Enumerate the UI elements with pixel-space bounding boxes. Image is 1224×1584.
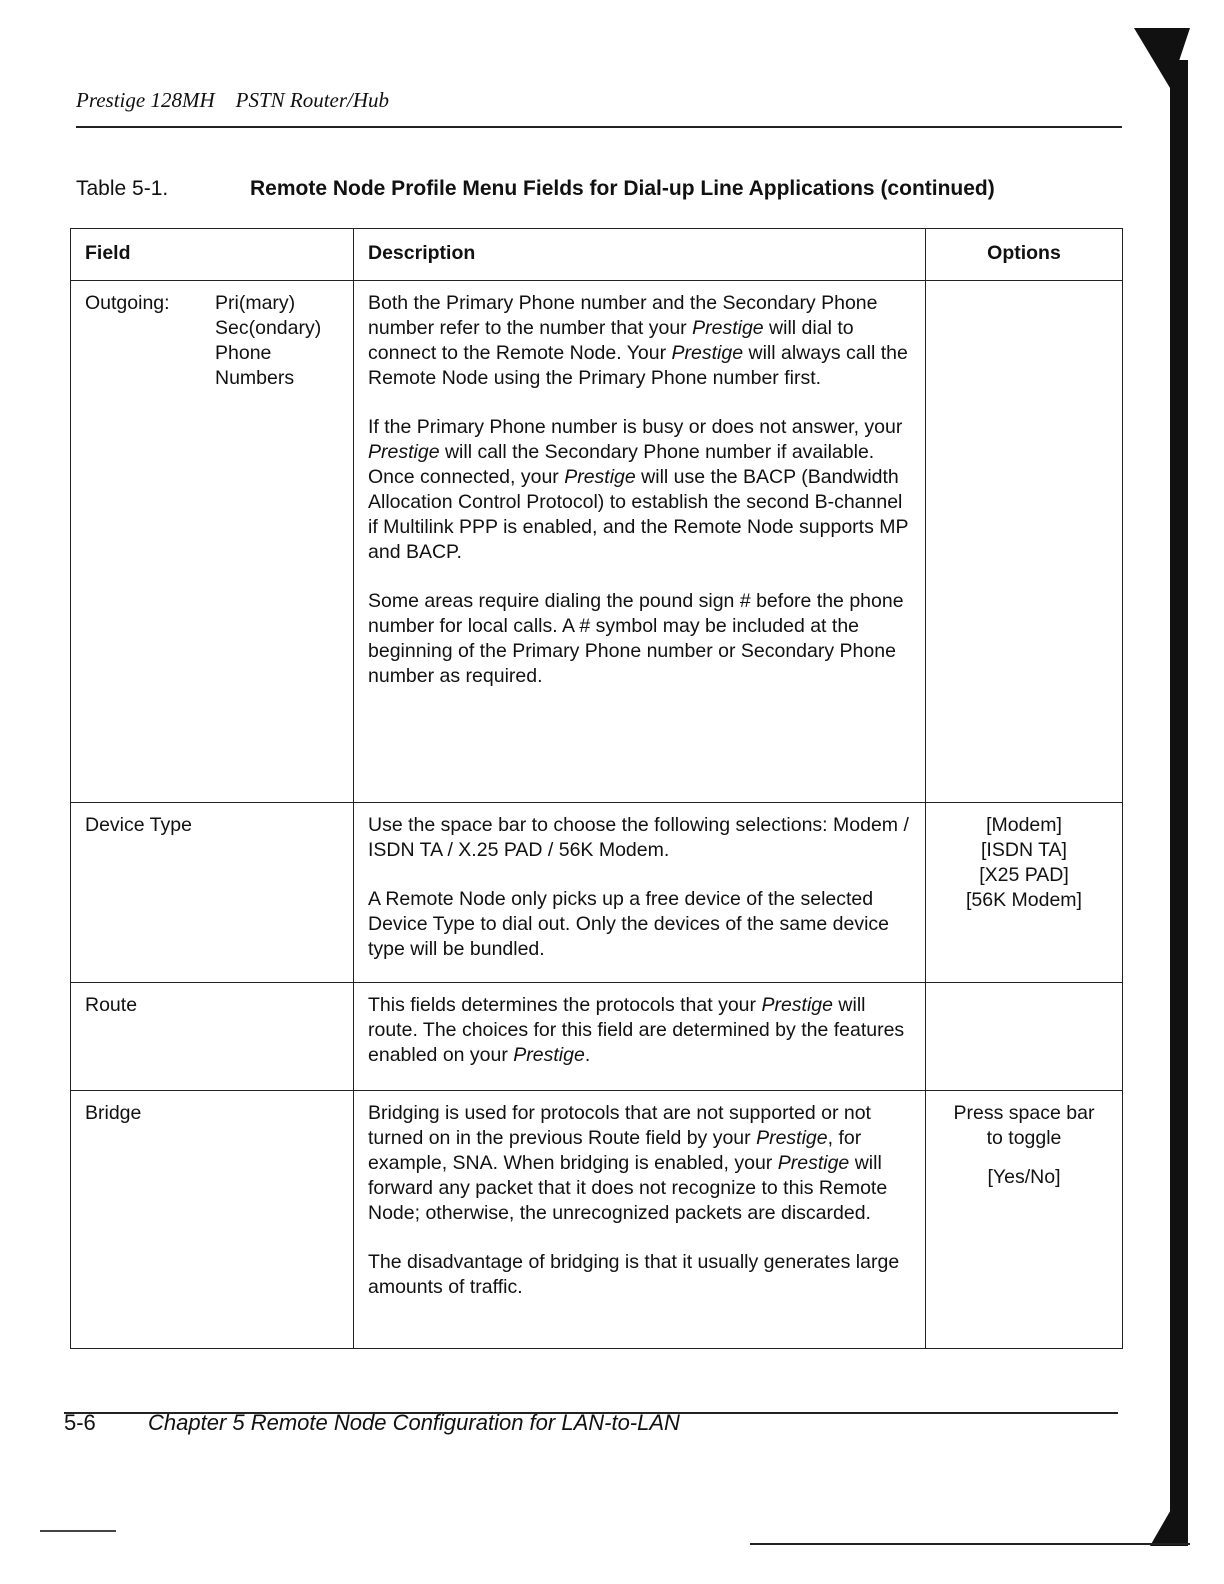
description-cell — [354, 281, 926, 803]
field-label: Device Type — [85, 814, 192, 836]
option-value: [ISDN TA] — [981, 839, 1067, 861]
table-row-device-type — [71, 803, 1123, 983]
field-label: Route — [85, 994, 138, 1016]
description-paragraph: Some areas require dialing the pound sign # before the phone number for local calls. A # symbol may be included at the beginning of the Primary Phone number or Secondary Phone number as required. — [368, 590, 904, 687]
scan-artifact-edge — [1170, 60, 1188, 1530]
table-header-row — [71, 229, 1123, 281]
table-row-bridge — [71, 1091, 1123, 1349]
option-value: [X25 PAD] — [979, 864, 1069, 886]
page-footer — [64, 1410, 680, 1436]
field-label: Outgoing: — [85, 292, 170, 314]
description-cell — [354, 983, 926, 1091]
table-row-outgoing — [71, 281, 1123, 803]
field-label: Bridge — [85, 1102, 142, 1124]
chapter-title: Chapter 5 Remote Node Configuration for LAN-to-LAN — [148, 1410, 680, 1435]
scan-artifact-line-left — [40, 1530, 116, 1532]
description-paragraph: Both the Primary Phone number and the Secondary Phone number refer to the number that your Prestige will dial to connect to the Remote Node. Your Prestige will always call the Remote Node using the Primary Phone number first. — [368, 292, 908, 389]
description-paragraph: A Remote Node only picks up a free device of the selected Device Type to dial out. Only the devices of the same device type will be bundled. — [368, 888, 890, 960]
field-cell — [71, 281, 354, 803]
description-paragraph: This fields determines the protocols that your Prestige will route. The choices for this field are determined by the features enabled on your Prestige. — [368, 994, 905, 1066]
field-cell — [71, 983, 354, 1091]
fields-table — [70, 228, 1123, 1349]
description-paragraph: Use the space bar to choose the following selections: Modem / ISDN TA / X.25 PAD / 56K Modem. — [368, 814, 909, 861]
option-value: to toggle — [986, 1127, 1062, 1149]
scan-artifact-bottom — [1150, 1480, 1188, 1546]
description-paragraph: If the Primary Phone number is busy or does not answer, your Prestige will call the Secondary Phone number if available. Once connected, your Prestige will use the BACP (Bandwidth Allocation Control Protocol) to establish the second B-channel if Multilink PPP is enabled, and the Remote Node supports MP and BACP. — [368, 416, 909, 563]
table-caption — [76, 177, 995, 201]
description-paragraph: The disadvantage of bridging is that it usually generates large amounts of traffic. — [368, 1251, 900, 1298]
description-cell — [354, 803, 926, 983]
description-cell — [354, 1091, 926, 1349]
options-cell — [926, 281, 1123, 803]
table-title: Remote Node Profile Menu Fields for Dial-up Line Applications (continued) — [250, 177, 995, 200]
option-value: [Yes/No] — [987, 1166, 1061, 1188]
scan-artifact-line — [750, 1543, 1190, 1545]
column-header-options: Options — [926, 229, 1123, 281]
running-header: Prestige 128MH PSTN Router/Hub — [76, 88, 390, 112]
field-cell — [71, 1091, 354, 1349]
table-row-route — [71, 983, 1123, 1091]
field-cell — [71, 803, 354, 983]
header-rule — [76, 126, 1122, 128]
table-number: Table 5-1. — [76, 177, 169, 200]
column-header-description: Description — [354, 229, 926, 281]
field-sublabel: Pri(mary) Sec(ondary) Phone Numbers — [215, 292, 322, 389]
options-cell — [926, 983, 1123, 1091]
option-value: Press space bar — [953, 1102, 1095, 1124]
options-cell — [926, 803, 1123, 983]
option-value: [Modem] — [986, 814, 1062, 836]
page-number: 5-6 — [64, 1410, 96, 1435]
option-value: [56K Modem] — [966, 889, 1082, 911]
description-paragraph: Bridging is used for protocols that are not supported or not turned on in the previous Route field by your Prestige, for example, SNA. When bridging is enabled, your Prestige will forward any packet that it does not recognize to this Remote Node; otherwise, the unrecognized packets are discarded. — [368, 1102, 888, 1224]
options-cell — [926, 1091, 1123, 1349]
column-header-field: Field — [71, 229, 354, 281]
